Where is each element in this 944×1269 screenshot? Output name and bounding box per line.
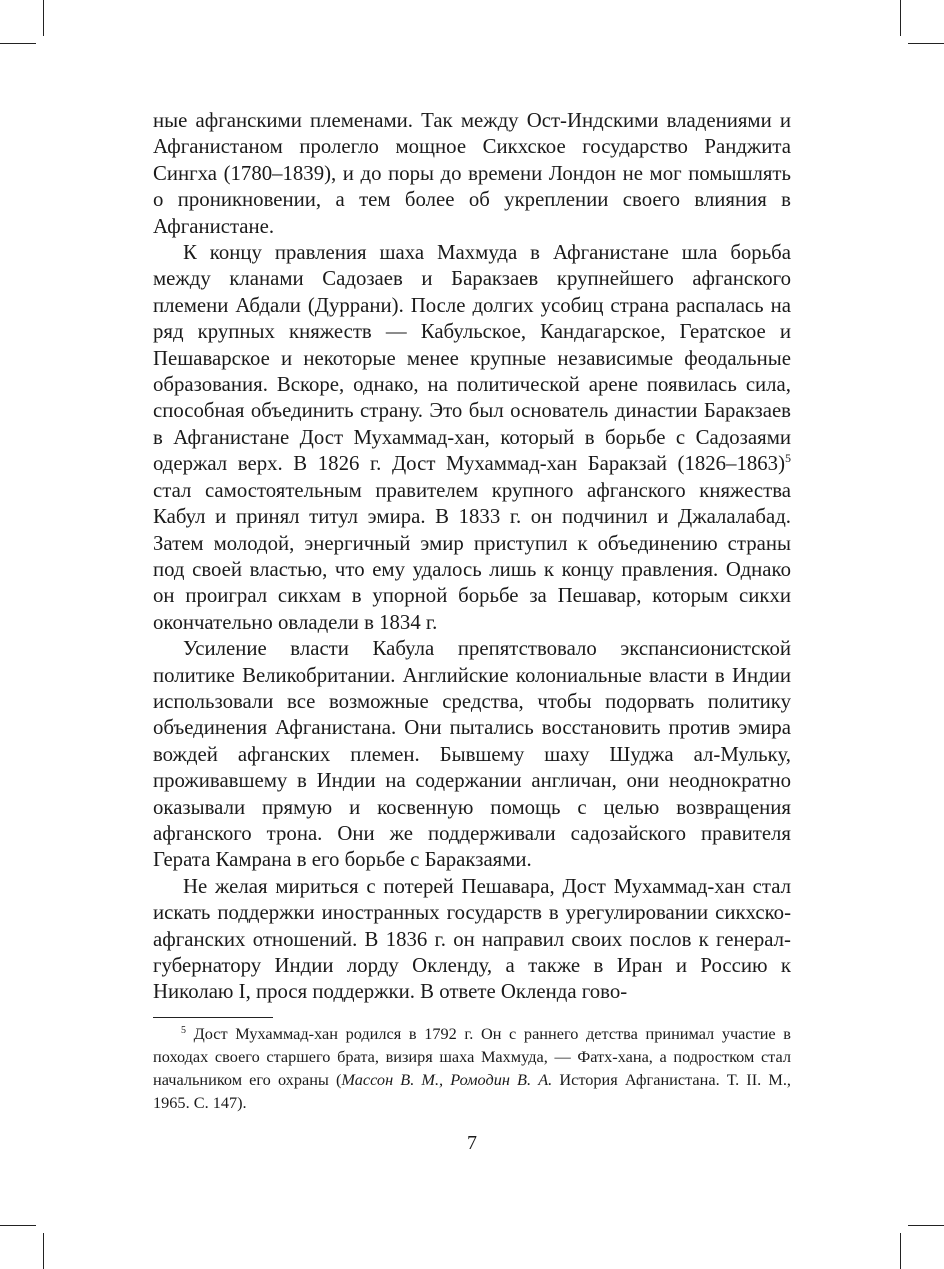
page-number: 7 bbox=[467, 1132, 477, 1154]
crop-mark bbox=[900, 1233, 901, 1269]
crop-mark bbox=[0, 1225, 36, 1226]
body-text bbox=[153, 108, 791, 1006]
footnote-text: $^5$ Дост Мухаммад-хан родился в 1792 г. Он с раннего детства принимал участие в походах своего старшего брата, визиря шаха Махмуда, — Фатх-хана, а подростком стал начальником его охраны (Массон В. М., Ромодин В. А. История Афганистана. Т. II. М., 1965. С. 147). bbox=[153, 1024, 791, 1112]
crop-mark bbox=[0, 43, 36, 44]
footnote-marker: 5 bbox=[181, 1025, 186, 1036]
paragraph: Не желая мириться с потерей Пешавара, Дост Мухаммад-хан стал искать поддержки иностранных государств в урегулировании сикхско-афганских отношений. В 1836 г. он направил своих послов к генерал-губернатору Индии лорду Окленду, а также в Иран и Россию к Николаю I, прося поддержки. В ответе Окленда гово- bbox=[153, 874, 791, 1004]
crop-mark bbox=[900, 0, 901, 36]
paragraph: К концу правления шаха Махмуда в Афганистане шла борьба между кланами Садозаев и Баракзаев крупнейшего афганского племени Абдали (Дуррани). После долгих усобиц страна распалась на ряд крупных княжеств — Кабульское, Кандагарское, Гератское и Пешаварское и некоторые менее крупные независимые феодальные образования. Вскоре, однако, на политической арене появилась сила, способная объединить страну. Это был основатель династии Баракзаев в Афганистане Дост Мухаммад-хан, который в борьбе с Садозаями одержал верх. В 1826 г. Дост Мухаммад-хан Баракзай (1826–1863)$^5$ стал самостоятельным правителем крупного афганского княжества Кабул и принял титул эмира. В 1833 г. он подчинил и Джалалабад. Затем молодой, энергичный эмир приступил к объединению страны под своей властью, что ему удалось лишь к концу правления. Однако он проиграл сикхам в упорной борьбе за Пешавар, которым сикхи окончательно овладели в 1834 г. bbox=[153, 241, 791, 634]
cited-authors: Массон В. М., Ромодин В. А. bbox=[341, 1070, 553, 1089]
crop-mark bbox=[43, 1233, 44, 1269]
paragraph: Усиление власти Кабула препятствовало экспансионистской политике Великобритании. Английские колониальные власти в Индии использовали все возможные средства, чтобы подорвать политику объединения Афганистана. Они пытались восстановить против эмира вождей афганских племен. Бывшему шаху Шуджа ал-Мульку, проживавшему в Индии на содержании англичан, они неоднократно оказывали прямую и косвенную помощь с целью возвращения афганского трона. Они же поддерживали садозайского правителя Герата Камрана в его борьбе с Баракзаями. bbox=[153, 637, 791, 872]
footnote-reference[interactable]: 5 bbox=[785, 451, 791, 466]
crop-mark bbox=[908, 43, 944, 44]
crop-mark bbox=[43, 0, 44, 36]
crop-mark bbox=[908, 1225, 944, 1226]
footnote bbox=[153, 1022, 791, 1114]
paragraph: ные афганскими племенами. Так между Ост-Индскими владениями и Афганистаном пролегло мощное Сикхское государство Ранджита Сингха (1780–1839), и до поры до времени Лондон не мог помышлять о проникновении, а тем более об укреплении своего влияния в Афганистане. bbox=[153, 109, 791, 238]
footnote-rule bbox=[153, 1017, 273, 1018]
